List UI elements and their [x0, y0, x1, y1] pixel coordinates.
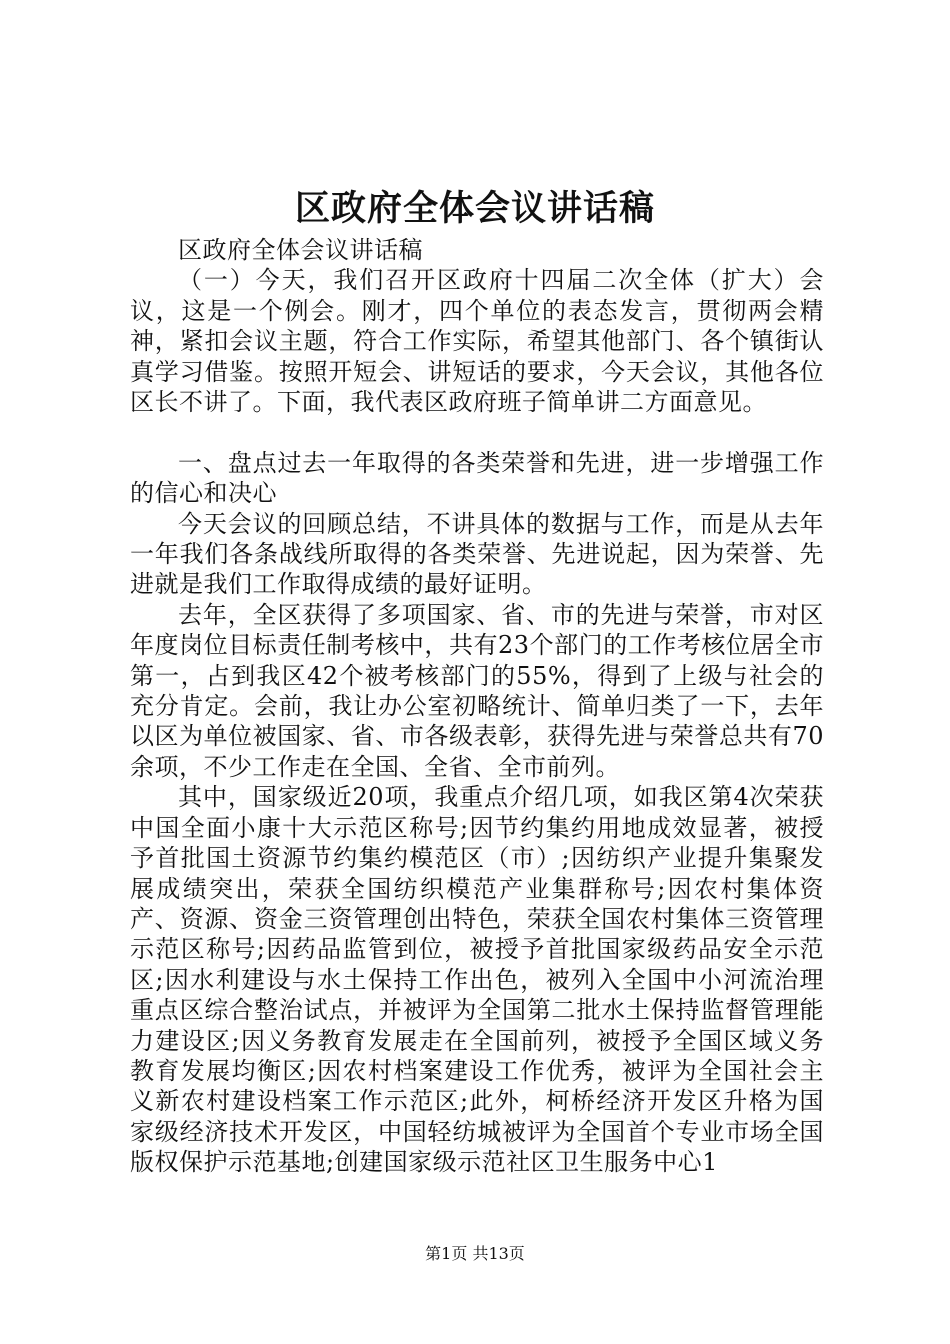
paragraph-review: 今天会议的回顾总结，不讲具体的数据与工作，而是从去年一年我们各条战线所取得的各类荣誉、先进说起，因为荣誉、先进就是我们工作取得成绩的最好证明。 — [130, 509, 824, 599]
document-body — [130, 235, 824, 1178]
paragraph-subtitle: 区政府全体会议讲话稿 — [178, 236, 423, 264]
document-title: 区政府全体会议讲话稿 — [294, 188, 655, 229]
page-number-footer: 第1页 共13页 — [425, 1244, 525, 1263]
section-heading-1: 一、盘点过去一年取得的各类荣誉和先进，进一步增强工作的信心和决心 — [130, 448, 824, 508]
paragraph-opening: （一）今天，我们召开区政府十四届二次全体（扩大）会议，这是一个例会。刚才，四个单位的表态发言，贯彻两会精神，紧扣会议主题，符合工作实际，希望其他部门、各个镇街认真学习借鉴。按照开短会、讲短话的要求，今天会议，其他各位区长不讲了。下面，我代表区政府班子简单讲二方面意见。 — [130, 266, 824, 417]
paragraph-national-honors: 其中，国家级近20项，我重点介绍几项，如我区第4次荣获中国全面小康十大示范区称号;因节约集约用地成效显著，被授予首批国土资源节约集约模范区（市）;因纺织产业提升集聚发展成绩突出，荣获全国纺织模范产业集群称号;因农村集体资产、资源、资金三资管理创出特色，荣获全国农村集体三资管理示范区称号;因药品监管到位，被授予首批国家级药品安全示范区;因水利建设与水土保持工作出色，被列入全国中小河流治理重点区综合整治试点，并被评为全国第二批水土保持监督管理能力建设区;因义务教育发展走在全国前列，被授予全国区域义务教育发展均衡区;因农村档案建设工作优秀，被评为全国社会主义新农村建设档案工作示范区;此外，柯桥经济开发区升格为国家级经济技术开发区，中国轻纺城被评为全国首个专业市场全国版权保护示范基地;创建国家级示范社区卫生服务中心1 — [130, 783, 824, 1177]
paragraph-achievements: 去年，全区获得了多项国家、省、市的先进与荣誉，市对区年度岗位目标责任制考核中，共有23个部门的工作考核位居全市第一，占到我区42个被考核部门的55%，得到了上级与社会的充分肯定。会前，我让办公室初略统计、简单归类了一下，去年以区为单位被国家、省、市各级表彰，获得先进与荣誉总共有70余项，不少工作走在全国、全省、全市前列。 — [130, 600, 824, 781]
